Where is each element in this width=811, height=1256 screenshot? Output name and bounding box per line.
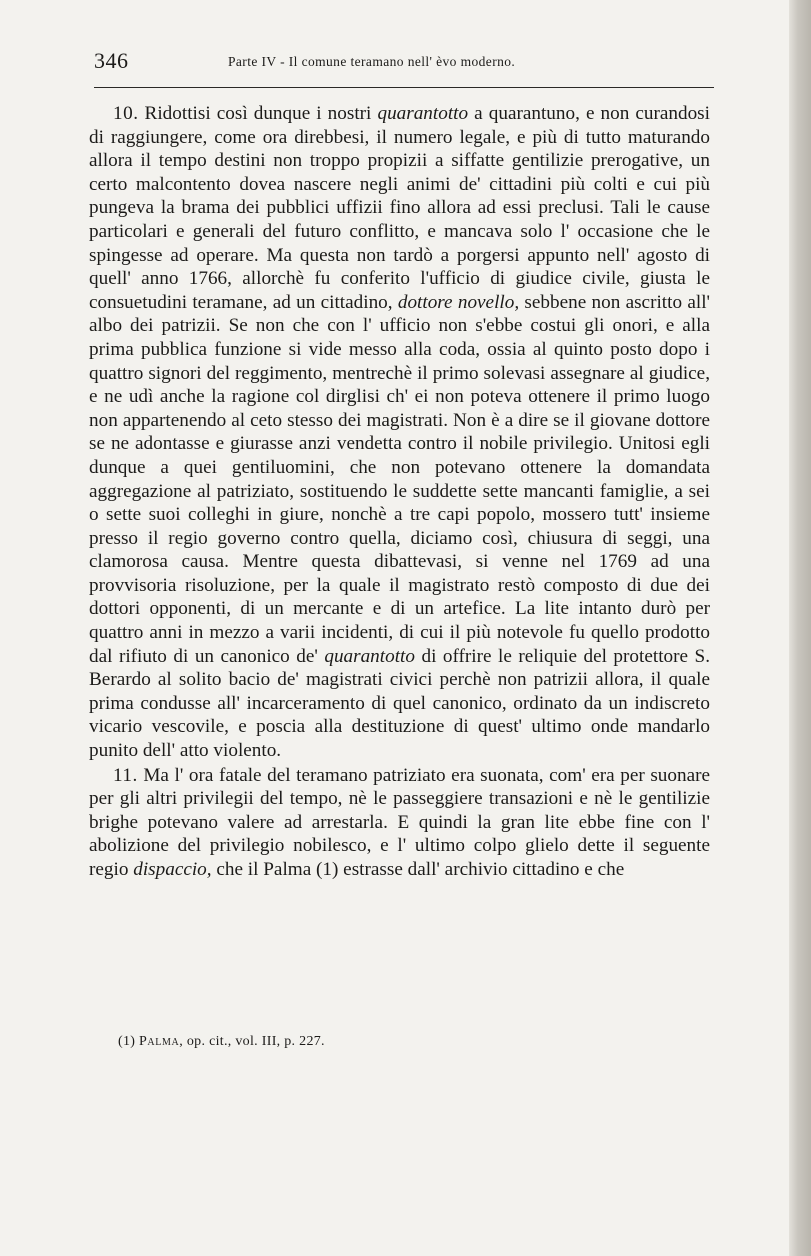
header-rule xyxy=(94,87,714,88)
running-head xyxy=(94,48,711,84)
paragraph-number: 11. xyxy=(113,764,138,786)
italic-text: dispaccio, xyxy=(133,859,212,880)
page-number: 346 xyxy=(94,48,129,73)
body-text xyxy=(89,102,710,882)
footnote-citation: , op. cit., vol. III, p. 227. xyxy=(179,1034,325,1049)
italic-text: quarantotto xyxy=(377,103,469,124)
footnote-marker: (1) xyxy=(118,1034,136,1049)
paragraph xyxy=(89,102,710,763)
paragraph-number: 10. xyxy=(113,103,139,124)
footnote xyxy=(118,1034,325,1050)
paragraph xyxy=(89,764,710,882)
italic-text: dottore novello, xyxy=(397,291,520,313)
page-edge-shadow xyxy=(789,0,811,1256)
footnote-author: Palma xyxy=(139,1034,180,1049)
italic-text: quarantotto xyxy=(324,645,415,667)
text-segment: Ma l' ora fatale del teramano patriziato era suonata, com' era per suonare per gli altri privilegii del tempo, nè le passeggiere transazioni e nè le gentilizie brighe potevano valere ad arrestarla. E quindi la gran lite ebbe fine con l' abolizione del privilegio nobilesco, e l' ultimo colpo glielo dette il seguente regio xyxy=(89,764,710,880)
running-title: Parte IV - Il comune teramano nell' èvo moderno. xyxy=(228,54,516,69)
text-segment: Ridottisi così dunque i nostri xyxy=(138,103,378,124)
text-segment: che il Palma (1) estrasse dall' archivio cittadino e che xyxy=(211,859,625,880)
text-segment: a quarantuno, e non curandosi di raggiungere, come ora direbbesi, il numero legale, e più di tutto maturando allora il tempo destini non troppo propizii a siffatte gentilizie prerogative, un certo malcontento dovea nascere negli animi de' cittadini più colti e cui più pungeva la brama dei pubblici uffizii fino allora ad essi preclusi. Tali le cause particolari e generali del futuro conflitto, e mancava solo l' occasione che le spingesse ad operare. Ma questa non tardò a porgersi appunto nell' agosto di quell' anno 1766, allorchè fu conferito l'ufficio di giudice civile, giusta le consuetudini teramane, ad un cittadino, xyxy=(89,103,710,313)
text-segment: di offrire le reliquie del protettore S. Berardo al solito bacio de' magistrati civici perchè non patrizii allora, il quale prima condusse all' incarceramento di quel canonico, ordinato da un indiscreto vicario vescovile, e poscia alla destituzione di quest' ultimo onde mandarlo punito dell' atto violento. xyxy=(89,645,710,762)
text-segment: sebbene non ascritto all' albo dei patrizii. Se non che con l' ufficio non s'ebbe costui gli onori, e alla prima pubblica funzione si vide messo alla coda, ossia al quinto posto dopo i quattro signori del reggimento, mentrechè il primo solevasi assegnare al giudice, e ne udì anche la ragione col dirglisi ch' ei non poteva ottenere il primo luogo non appartenendo al ceto stesso dei magistrati. Non è a dire se il giovane dottore se ne adontasse e giurasse anzi vendetta contro il nobile privilegio. Unitosi egli dunque a quei gentiluomini, che non potevano ottenere la domandata aggregazione al patriziato, sostituendo le suddette sette mancanti famiglie, a sei o sette suoi colleghi in giure, nonchè a tre capi popolo, mossero tutt' insieme presso il regio governo contro quella, diciamo così, chiusura di seggi, una clamorosa causa. Mentre questa dibattevasi, si venne nel 1769 ad una provvisoria risoluzione, per la quale il magistrato restò composto di due dei dottori opponenti, di un mercante e di un artefice. La lite intanto durò per quattro anni in mezzo a varii incidenti, di cui il più notevole fu quello prodotto dal rifiuto di un canonico de' xyxy=(89,291,710,667)
